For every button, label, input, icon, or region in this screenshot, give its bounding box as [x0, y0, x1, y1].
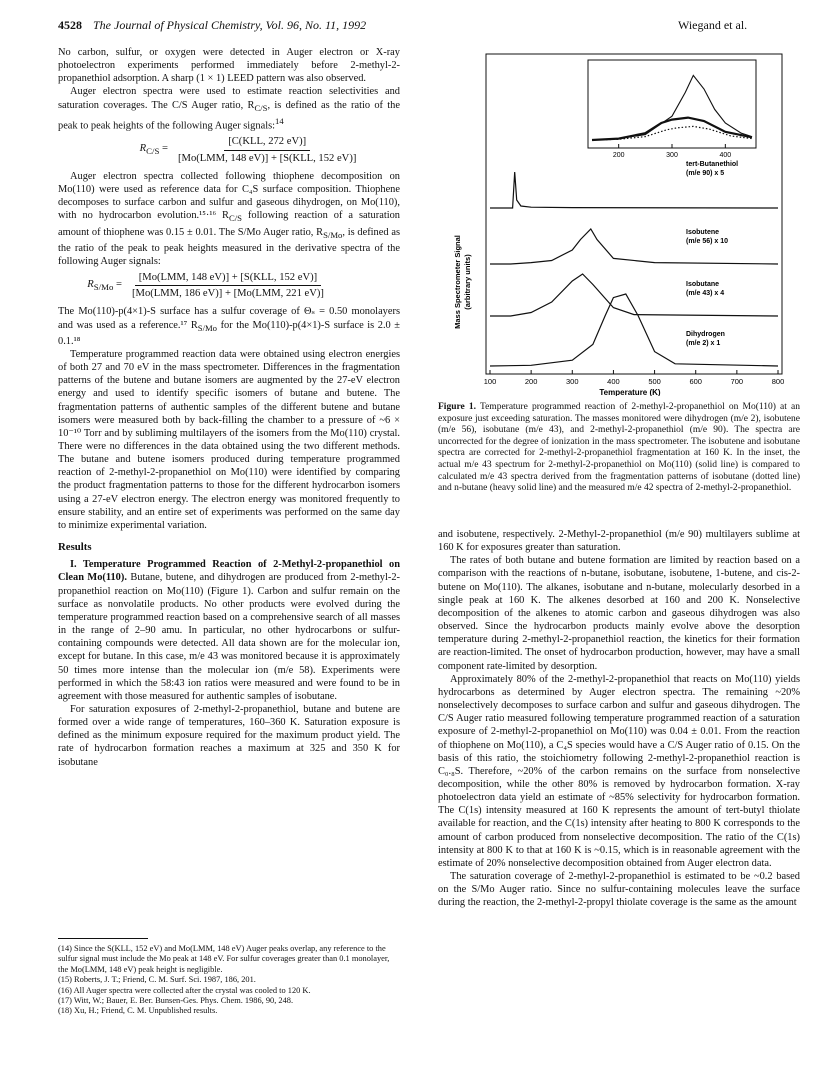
equation-numerator: [Mo(LMM, 148 eV)] + [S(KLL, 152 eV)]	[135, 271, 321, 286]
x-tick-label: 400	[607, 377, 620, 386]
series-label: Dihydrogen	[686, 331, 725, 338]
paragraph: The rates of both butane and butene formation are limited by reaction based on a comparison with the reactions of n-butane, isobutane, isobutene, 1-butene, and cis-2-butene on Mo(110). The alkanes, isobutane and n-butane, molecularly desorbed in a single peak at 160 K. The alkenes desorbed at 160 and 200 K. Nonselective decomposition of the alkenes to atomic carbon and gaseous dihydrogen was also observed. Since the hydrocarbon products mainly evolve above the desorption temperature during 2-methyl-2-propanethiol reaction, the kinetics for their formation are reaction-limited. The onset of hydrocarbon production, however, may have a small component rate-limited by desorption.	[438, 555, 800, 672]
paragraph: and isobutene, respectively. 2-Methyl-2-propanethiol (m/e 90) multilayers sublime at 160 K for exposures greater than saturation.	[438, 529, 800, 554]
x-tick-label: 200	[524, 377, 538, 386]
paragraph: I. Temperature Programmed Reaction of 2-Methyl-2-propanethiol on Clean Mo(110). Butane, butene, and dihydrogen are produced from 2-methyl-2-propanethiol reaction on Mo(110) (Figure 1). Carbon and sulfur remain on the surface as nonvolatile products. No other products were evolved during the temperature programmed reaction based on a comprehensive search of all masses in the range of 2–90 amu. In particular, no other hydrocarbons or sulfur-containing compounds were detected. All data shown are for the molecular ion, except for butane. In this case, m/e 43 was monitored because it is approximately 50 times more intense than the molecular ion (m/e 58). Experiments were performed in which the 58:43 ion ratios were measured and were found to be in agreement with those measured for authentic samples of isobutane.	[58, 559, 400, 702]
footnote: (16) All Auger spectra were collected after the crystal was cooled to 120 K.	[58, 985, 311, 995]
footnote-rule	[58, 938, 148, 939]
series-label: (m/e 43) x 4	[686, 290, 725, 297]
paragraph: The Mo(110)-p(4×1)-S surface has a sulfur coverage of Θₛ = 0.50 monolayers and was used as a reference.¹⁷ $R_{S/Mo}$ for the Mo(110)-p(4×1)-S surface is 2.0 ± 0.1.¹⁸	[58, 306, 401, 347]
page-header-authors: Wiegand et al.	[678, 18, 748, 32]
right-column	[438, 528, 800, 910]
series-label: tert-Butanethiol	[686, 161, 739, 168]
series-label: Isobutene	[686, 229, 720, 236]
equation-numerator: [C(KLL, 272 eV)]	[224, 135, 310, 150]
series-line	[490, 229, 778, 264]
page-header-left	[58, 18, 366, 33]
y-axis-unit-label: (arbitrary units)	[463, 254, 472, 310]
paragraph: Auger electron spectra were used to estimate reaction selectivities and saturation coverages. The C/S Auger ratio, $R_{C/S}$, is defined as the ratio of the peak to peak heights of the following Auger signals:$^{14}$	[58, 86, 400, 132]
series-line	[490, 172, 778, 208]
x-tick-label: 500	[648, 377, 661, 386]
y-axis-label: Mass Spectrometer Signal	[453, 235, 462, 329]
footnotes	[58, 944, 400, 1017]
x-tick-label: 600	[689, 377, 702, 386]
x-tick-label: 100	[483, 377, 497, 386]
series-label: (m/e 56) x 10	[686, 238, 729, 245]
x-axis-label: Temperature (K)	[599, 388, 661, 396]
footnote: (18) Xu, H.; Friend, C. M. Unpublished results.	[58, 1006, 218, 1016]
series-label: (m/e 90) x 5	[686, 170, 725, 177]
x-tick-label: 800	[771, 377, 785, 386]
results-heading: Results	[58, 541, 92, 554]
footnote: (14) Since the S(KLL, 152 eV) and Mo(LMM, 148 eV) Auger peaks overlap, any reference to the sulfur signal must include the Mo peak at 148 eV. For sulfur coverages greater than 0.1 monolayer, the Mo(LMM, 148 eV) peak height is negligible.	[58, 944, 390, 974]
inset-x-tick-label: 300	[666, 152, 678, 159]
x-tick-label: 300	[566, 377, 579, 386]
paragraph: Auger electron spectra collected following thiophene decomposition on Mo(110) were used as reference data for C₄S surface composition. Thiophene decomposes to surface carbon and sulfur and gaseous dihydrogen, on Mo(110), with no hydrocarbon evolution.¹⁵·¹⁶ $R_{C/S}$ following reaction of a saturation amount of thiophene was 0.15 ± 0.01. The S/Mo Auger ratio, $R_{S/Mo}$, is defined as the ratio of the peak to peak heights measured in the derivative spectra of the following Auger signals:	[58, 170, 400, 267]
inset-x-tick-label: 400	[719, 152, 732, 159]
figure-label: Figure 1.	[438, 402, 476, 412]
series-line	[490, 274, 778, 316]
page-number: 4528	[58, 18, 82, 32]
left-column	[58, 46, 400, 769]
section-heading: I. Temperature Programmed Reaction of 2-Methyl-2-propanethiol on Clean Mo(110).	[58, 559, 400, 584]
equation-denominator: [Mo(LMM, 148 eV)] + [S(KLL, 152 eV)]	[178, 152, 357, 164]
footnote: (17) Witt, W.; Bauer, E. Ber. Bunsen-Ges. Phys. Chem. 1986, 90, 248.	[58, 996, 294, 1006]
series-line	[490, 294, 778, 366]
x-tick-label: 700	[730, 377, 744, 386]
equation-rcs: $R_{C/S}$ = $\frac{\text{[C(KLL, 272 eV)]}}{\text{[Mo(LMM, 148 eV)] + [S(KLL, 152 eV)]}}$	[58, 135, 400, 164]
paragraph: The saturation coverage of 2-methyl-2-propanethiol is estimated to be ~0.2 based on the S/Mo Auger ratio. Since no sulfur-containing molecules leave the surface during the reaction, the 2-methyl-2-propyl thiolate coverage is the same as the amount	[438, 871, 800, 909]
equation-denominator: [Mo(LMM, 186 eV)] + [Mo(LMM, 221 eV)]	[132, 288, 324, 300]
figure-caption: Figure 1. Temperature programmed reaction of 2-methyl-2-propanethiol on Mo(110) at an exposure just exceeding saturation. The masses monitored were dihydrogen (m/e 2), isobutene (m/e 56), isobutane (m/e 43), and 2-methyl-2-propanethiol (m/e 90). The spectra are uncorrected for the degree of ionization in the mass spectrometer. The isobutene and isobutane spectra are corrected for 2-methyl-2-propanethiol fragmentation at 160 K. In the inset, the actual m/e 43 spectrum for 2-methyl-2-propanethiol on Mo(110) (solid line) is compared to calculated m/e 43 spectra derived from the fragmentation patterns of isobutane (dotted line) and n-butane (heavy solid line) and the measured m/e 42 spectra of 2-methyl-2-propanethiol.	[438, 402, 800, 494]
paragraph: No carbon, sulfur, or oxygen were detected in Auger electron or X-ray photoelectron experiments performed immediately before 2-methyl-2-propanethiol adsorption. A sharp (1 × 1) LEED pattern was also observed.	[58, 47, 400, 85]
paragraph: For saturation exposures of 2-methyl-2-propanethiol, butane and butene are formed over a wide range of temperatures, 160–360 K. Saturation exposure is defined as the minimum exposure required for the maximum product yield. The rate of hydrocarbon formation reaches a maximum at 325 and 350 K for isobutane	[58, 703, 400, 768]
inset-x-tick-label: 200	[612, 152, 625, 159]
inset-frame	[588, 60, 756, 148]
series-label: Isobutane	[686, 281, 720, 288]
equation-rsmo: $R_{S/Mo}$ = $\frac{\text{[Mo(LMM, 148 eV)] + [S(KLL, 152 eV)]}}{\text{[Mo(LMM, 186 eV)] + [Mo(LMM, 221 eV)]}}$	[58, 271, 400, 300]
footnote: (15) Roberts, J. T.; Friend, C. M. Surf. Sci. 1987, 186, 201.	[58, 975, 256, 985]
series-label: (m/e 2) x 1	[686, 340, 721, 347]
paragraph: Approximately 80% of the 2-methyl-2-propanethiol that reacts on Mo(110) yields hydrocarbons as determined by Auger electron spectra. The remaining ~20% nonselectively decomposes to surface carbon and sulfur and gaseous dihydrogen. The C/S Auger ratio measured following temperature programmed reaction of a saturation exposure of 2-methyl-2-propanethiol on Mo(110) was 0.04 ± 0.01. From the reaction of thiophene on Mo(110), a C₄S species would have a C/S Auger ratio of 0.15. On the basis of this ratio, the stoichiometry following 2-methyl-2-propanethiol reaction is C₀.₈S. Therefore, ~20% of the carbon remains on the surface from nonselective decomposition, while the other 80% is removed by hydrocarbon formation. X-ray photoelectron data yield an estimate of ~85% selectivity for hydrocarbon formation. The C(1s) intensity measured at 160 K represents the amount of tert-butyl thiolate available for reaction, and the C(1s) intensity after heating to 800 K corresponds to the amount of carbon produced from nonselective decomposition. The ratio of the C(1s) intensity at 800 K to that at 160 K is ~0.15, which is in reasonable agreement with the estimate of 20% nonselective decomposition obtained from Auger electron data.	[438, 673, 800, 869]
paragraph: Temperature programmed reaction data were obtained using electron energies of both 27 and 70 eV in the mass spectrometer. Differences in the fragmentation patterns of the butene and butane isomers are augmented by the 27-eV electron energy and used to identify specific isomers of butane and butene. The fragmentation patterns of authentic samples of the different butene and butane isomers were measured both by back-filling the chamber to a pressure of ~6 × 10⁻¹⁰ Torr and by subliming multilayers of the isomers from the Mo(110) crystal. There were no differences in the data obtained using the two different methods. The butane and butene isomers produced during temperature programmed reaction of 2-methyl-2-propanethiol on Mo(110) were identified by comparing the product fragmentation patterns to those for the different hydrocarbon isomers using a 27-eV electron energy. The electron energy was monitored frequently to ensure stability, and an entire set of experiments was performed on the same day to minimize experimental variation.	[58, 348, 400, 531]
figure-1	[438, 48, 798, 396]
journal-title: The Journal of Physical Chemistry, Vol. 96, No. 11, 1992	[93, 18, 367, 32]
